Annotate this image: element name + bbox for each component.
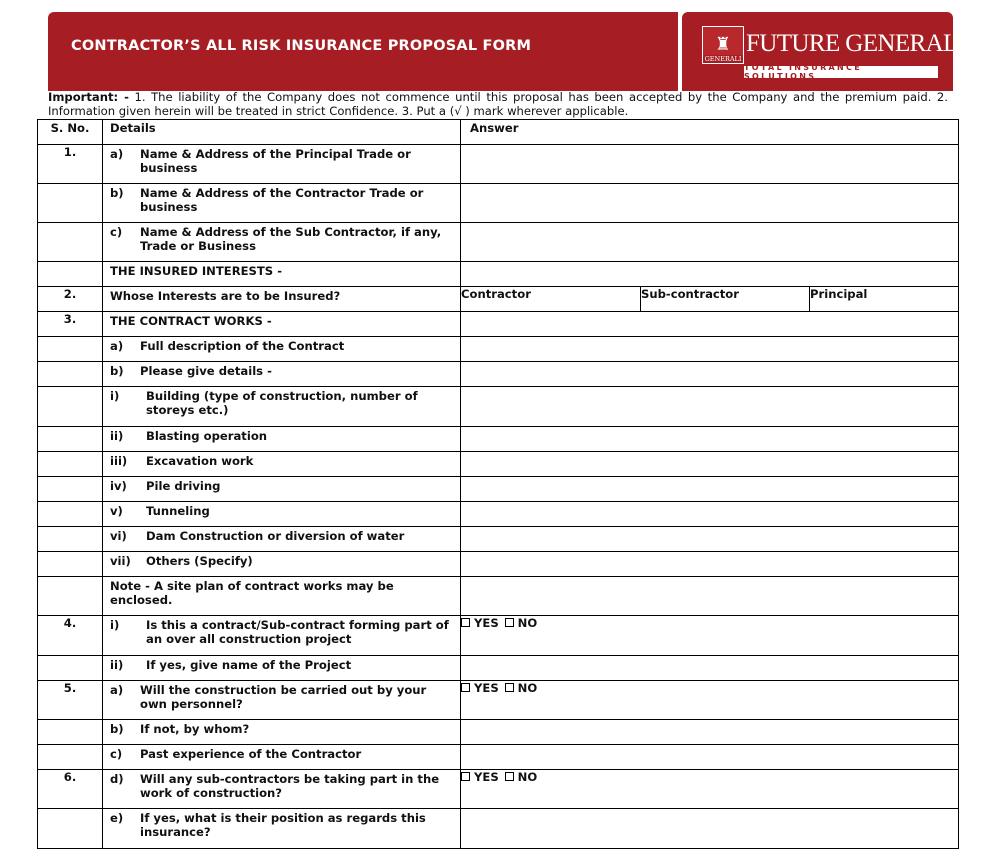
table-row xyxy=(38,223,959,262)
table-row xyxy=(38,362,959,387)
row-details xyxy=(103,502,461,527)
option-contractor[interactable]: Contractor xyxy=(461,287,641,312)
no-label: NO xyxy=(517,681,538,695)
item-label: ii) xyxy=(110,429,124,443)
detail-item xyxy=(103,502,460,518)
row-number xyxy=(38,577,103,616)
row-details xyxy=(103,527,461,552)
table-row xyxy=(38,616,959,656)
detail-item xyxy=(103,387,460,417)
yes-no-answer xyxy=(461,770,959,809)
yes-no-answer xyxy=(461,616,959,656)
row-number xyxy=(38,362,103,387)
row-number: 1. xyxy=(38,145,103,184)
detail-item xyxy=(103,720,460,736)
row-details xyxy=(103,770,461,809)
table-row xyxy=(38,184,959,223)
item-label: iv) xyxy=(110,479,127,493)
table-row xyxy=(38,337,959,362)
no-checkbox[interactable] xyxy=(505,683,514,692)
option-sub-contractor[interactable]: Sub-contractor xyxy=(641,287,810,312)
answer-field[interactable] xyxy=(461,262,959,287)
item-label: i) xyxy=(110,618,120,632)
answer-field[interactable] xyxy=(461,184,959,223)
detail-item xyxy=(103,552,460,568)
detail-item xyxy=(103,145,460,175)
detail-item xyxy=(103,427,460,443)
item-text: Name & Address of the Principal Trade or business xyxy=(140,147,411,175)
yes-label: YES xyxy=(474,770,499,784)
row-number xyxy=(38,745,103,770)
item-label: c) xyxy=(110,225,123,239)
row-number xyxy=(38,337,103,362)
table-row xyxy=(38,452,959,477)
answer-field[interactable] xyxy=(461,477,959,502)
item-text: If yes, give name of the Project xyxy=(146,658,352,672)
answer-field[interactable] xyxy=(461,427,959,452)
header-details: Details xyxy=(103,120,461,145)
no-checkbox[interactable] xyxy=(505,772,514,781)
table-row xyxy=(38,387,959,427)
item-text: If not, by whom? xyxy=(140,722,250,736)
item-label: d) xyxy=(110,772,124,786)
table-row xyxy=(38,577,959,616)
row-number xyxy=(38,262,103,287)
answer-field[interactable] xyxy=(461,809,959,849)
detail-item xyxy=(103,337,460,353)
item-label: i) xyxy=(110,389,120,403)
table-row xyxy=(38,502,959,527)
item-label: vi) xyxy=(110,529,127,543)
detail-item xyxy=(103,616,460,646)
row-details xyxy=(103,387,461,427)
item-text: Will the construction be carried out by your own personnel? xyxy=(140,683,427,711)
answer-field[interactable] xyxy=(461,552,959,577)
row-number: 3. xyxy=(38,312,103,337)
detail-item xyxy=(103,656,460,672)
row-details xyxy=(103,223,461,262)
detail-item xyxy=(103,184,460,214)
header-sno: S. No. xyxy=(38,120,103,145)
row-number: 6. xyxy=(38,770,103,809)
item-label: iii) xyxy=(110,454,128,468)
row-details xyxy=(103,577,461,616)
table-row xyxy=(38,262,959,287)
row-details xyxy=(103,337,461,362)
table-row xyxy=(38,552,959,577)
row-details xyxy=(103,477,461,502)
item-text: Blasting operation xyxy=(146,429,268,443)
detail-item xyxy=(103,452,460,468)
row-number xyxy=(38,502,103,527)
item-label: b) xyxy=(110,722,124,736)
detail-text: THE CONTRACT WORKS - xyxy=(110,314,272,328)
brand-tagline: TOTAL INSURANCE SOLUTIONS xyxy=(744,66,938,78)
item-label: a) xyxy=(110,339,124,353)
detail-text: Note - A site plan of contract works may be enclosed. xyxy=(110,579,394,607)
row-number xyxy=(38,452,103,477)
item-label: a) xyxy=(110,683,124,697)
page-title: CONTRACTOR’S ALL RISK INSURANCE PROPOSAL FORM xyxy=(71,38,532,54)
detail-item xyxy=(103,477,460,493)
row-number xyxy=(38,656,103,681)
row-details xyxy=(103,262,461,287)
item-text: Past experience of the Contractor xyxy=(140,747,362,761)
row-details xyxy=(103,656,461,681)
answer-field[interactable] xyxy=(461,745,959,770)
answer-field[interactable] xyxy=(461,337,959,362)
row-number xyxy=(38,809,103,849)
header-answer: Answer xyxy=(461,120,959,145)
detail-item xyxy=(103,809,460,839)
detail-item xyxy=(103,362,460,378)
detail-text: Whose Interests are to be Insured? xyxy=(110,289,341,303)
table-row xyxy=(38,527,959,552)
answer-field[interactable] xyxy=(461,502,959,527)
item-label: ii) xyxy=(110,658,124,672)
no-label: NO xyxy=(517,770,538,784)
table-row xyxy=(38,681,959,720)
lion-icon: ♜ xyxy=(714,34,732,55)
table-header-row xyxy=(38,120,959,145)
answer-field[interactable] xyxy=(461,312,959,337)
brand-name: FUTURE GENERALI xyxy=(746,30,966,57)
yes-checkbox[interactable] xyxy=(461,618,470,627)
table-row xyxy=(38,770,959,809)
row-number xyxy=(38,387,103,427)
yes-checkbox[interactable] xyxy=(461,772,470,781)
emblem-text: GENERALI xyxy=(704,55,742,63)
lion-emblem-icon xyxy=(702,26,744,64)
item-text: Others (Specify) xyxy=(146,554,253,568)
table-row xyxy=(38,287,959,312)
item-text: Dam Construction or diversion of water xyxy=(146,529,405,543)
table-row xyxy=(38,145,959,184)
detail-item xyxy=(103,745,460,761)
answer-field[interactable] xyxy=(461,387,959,427)
item-label: e) xyxy=(110,811,124,825)
detail-text: THE INSURED INTERESTS - xyxy=(110,264,283,278)
option-principal[interactable]: Principal xyxy=(810,287,959,312)
item-text: Excavation work xyxy=(146,454,254,468)
proposal-table xyxy=(37,119,959,849)
item-text: Full description of the Contract xyxy=(140,339,345,353)
detail-item xyxy=(103,770,460,800)
row-details xyxy=(103,427,461,452)
row-details xyxy=(103,552,461,577)
item-label: v) xyxy=(110,504,123,518)
answer-field[interactable] xyxy=(461,527,959,552)
table-row xyxy=(38,720,959,745)
yes-label: YES xyxy=(474,681,499,695)
item-label: a) xyxy=(110,147,124,161)
answer-field[interactable] xyxy=(461,223,959,262)
item-text: Please give details - xyxy=(140,364,272,378)
yes-no-group xyxy=(461,770,958,784)
row-details xyxy=(103,145,461,184)
item-label: b) xyxy=(110,186,124,200)
table-row xyxy=(38,745,959,770)
item-text: Tunneling xyxy=(146,504,210,518)
no-label: NO xyxy=(517,616,538,630)
answer-field[interactable] xyxy=(461,362,959,387)
table-row xyxy=(38,809,959,849)
detail-item xyxy=(103,681,460,711)
detail-item xyxy=(103,527,460,543)
row-details xyxy=(103,745,461,770)
yes-checkbox[interactable] xyxy=(461,683,470,692)
answer-field[interactable] xyxy=(461,720,959,745)
answer-field[interactable] xyxy=(461,656,959,681)
yes-no-group xyxy=(461,616,958,630)
important-note xyxy=(48,90,948,118)
no-checkbox[interactable] xyxy=(505,618,514,627)
item-text: If yes, what is their position as regards this insurance? xyxy=(140,811,426,839)
table-row xyxy=(38,427,959,452)
row-details xyxy=(103,287,461,312)
row-number xyxy=(38,552,103,577)
item-text: Will any sub-contractors be taking part in the work of construction? xyxy=(140,772,440,800)
yes-no-group xyxy=(461,681,958,695)
row-number: 4. xyxy=(38,616,103,656)
answer-field[interactable] xyxy=(461,452,959,477)
row-number: 5. xyxy=(38,681,103,720)
yes-no-answer xyxy=(461,681,959,720)
item-label: b) xyxy=(110,364,124,378)
row-details xyxy=(103,809,461,849)
table-row xyxy=(38,477,959,502)
row-details xyxy=(103,452,461,477)
item-text: Building (type of construction, number of storeys etc.) xyxy=(146,389,418,417)
answer-field[interactable] xyxy=(461,577,959,616)
row-number xyxy=(38,527,103,552)
row-number: 2. xyxy=(38,287,103,312)
table-row xyxy=(38,656,959,681)
item-text: Is this a contract/Sub-contract forming part of an over all construction project xyxy=(146,618,449,646)
item-text: Pile driving xyxy=(146,479,221,493)
row-number xyxy=(38,427,103,452)
item-label: c) xyxy=(110,747,123,761)
row-number xyxy=(38,184,103,223)
row-details xyxy=(103,362,461,387)
item-label: vii) xyxy=(110,554,131,568)
important-text: 1. The liability of the Company does not commence until this proposal has been accepted by the Company and the premium paid. 2. Information given herein will be treated in strict Confidence. 3. Put a (√ ) mark wherever applicable. xyxy=(48,90,948,118)
row-details xyxy=(103,720,461,745)
row-details xyxy=(103,616,461,656)
row-number xyxy=(38,720,103,745)
item-text: Name & Address of the Sub Contractor, if any, Trade or Business xyxy=(140,225,442,253)
table-row xyxy=(38,312,959,337)
row-details xyxy=(103,681,461,720)
row-number xyxy=(38,477,103,502)
item-text: Name & Address of the Contractor Trade or business xyxy=(140,186,424,214)
answer-field[interactable] xyxy=(461,145,959,184)
row-details xyxy=(103,184,461,223)
row-number xyxy=(38,223,103,262)
important-label: Important: - xyxy=(48,90,129,104)
row-details xyxy=(103,312,461,337)
detail-item xyxy=(103,223,460,253)
yes-label: YES xyxy=(474,616,499,630)
